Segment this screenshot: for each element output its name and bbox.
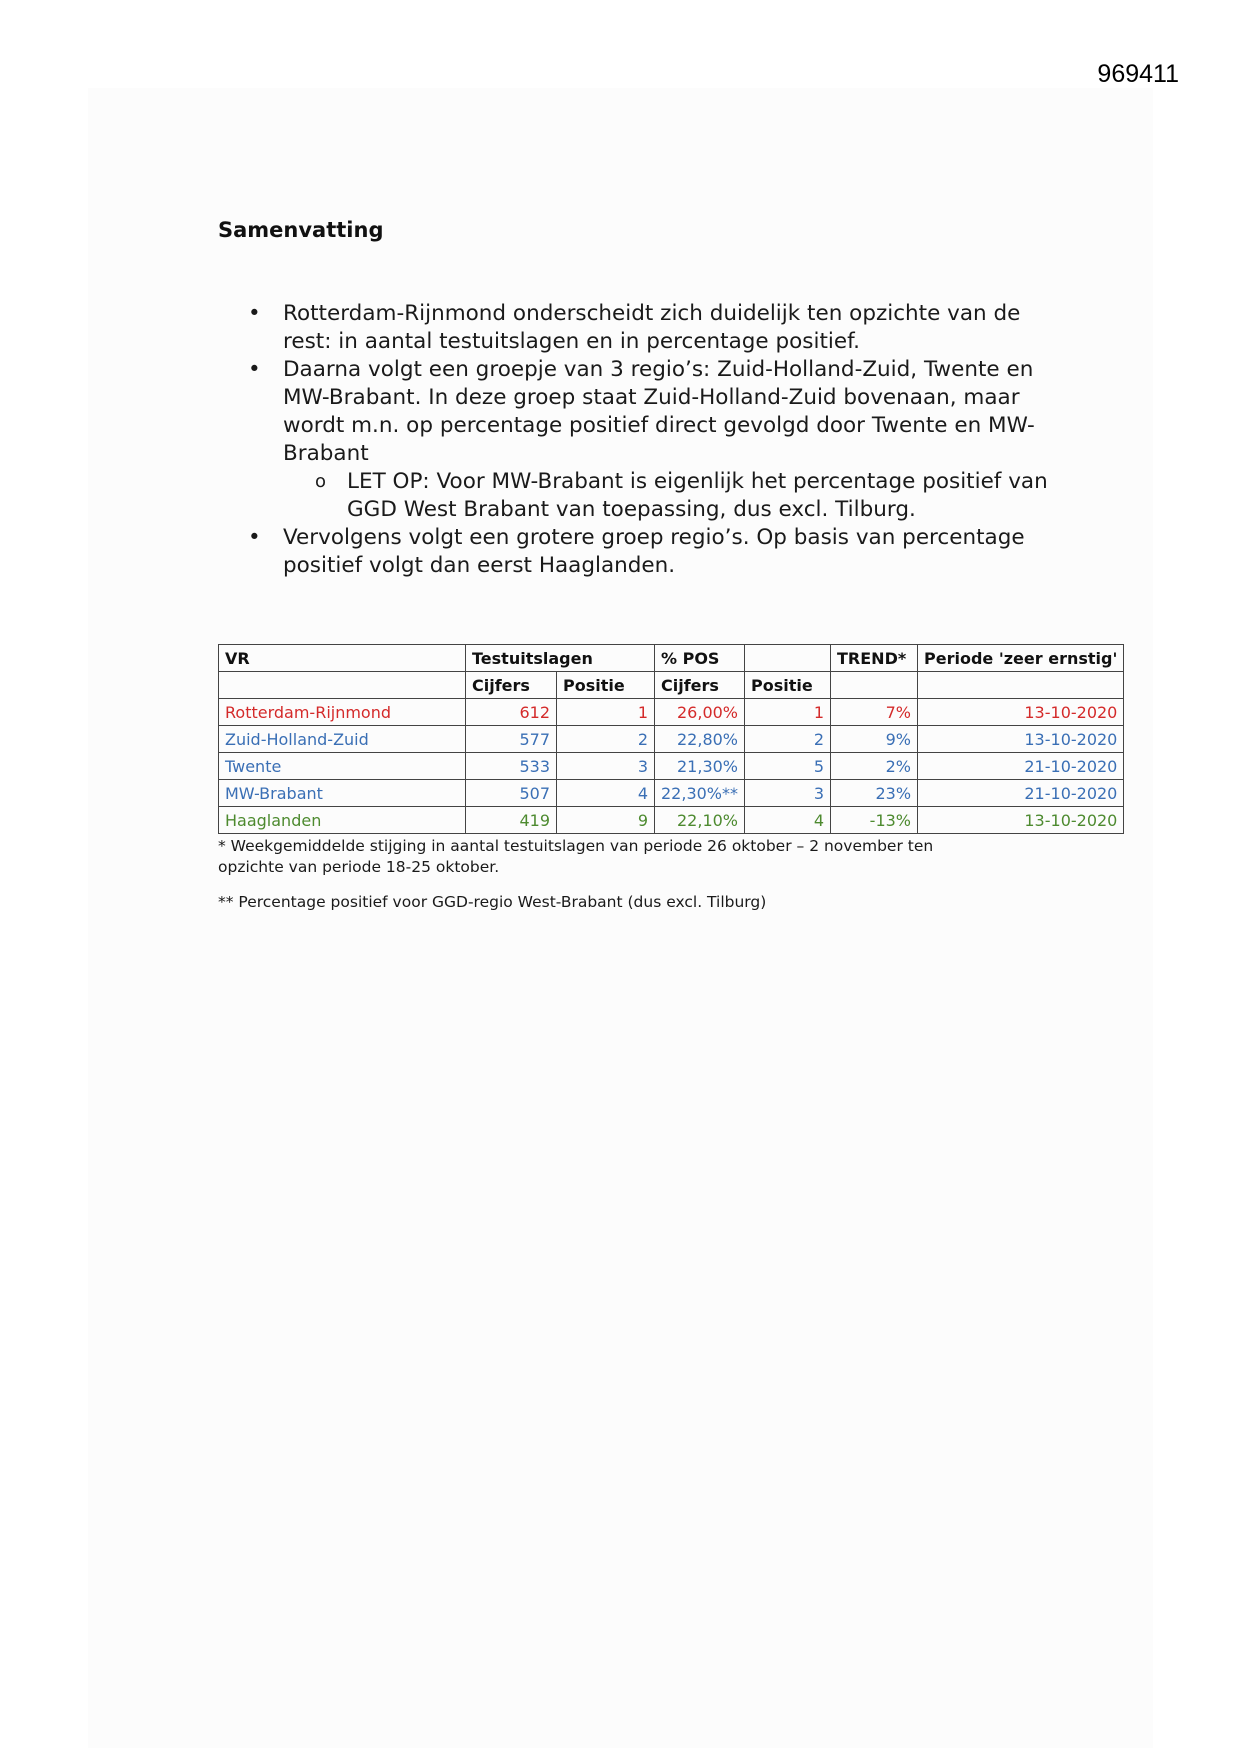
bullet-item	[218, 524, 1058, 580]
bullet-text: Vervolgens volgt een grotere groep regio’s. Op basis van percentage positief volgt dan eerst Haaglanden.	[283, 525, 1025, 578]
cell-pos-cijfers: 21,30%	[655, 753, 745, 780]
document-number: 969411	[1097, 60, 1179, 88]
region-table	[218, 644, 1124, 834]
subheader-test-cijfers: Cijfers	[466, 672, 557, 699]
cell-periode: 13-10-2020	[918, 726, 1124, 753]
bullet-glyph: •	[248, 301, 261, 326]
cell-test-positie: 4	[557, 780, 655, 807]
cell-pos-cijfers: 22,80%	[655, 726, 745, 753]
cell-test-cijfers: 419	[466, 807, 557, 834]
cell-periode: 21-10-2020	[918, 753, 1124, 780]
sub-bullet-text: LET OP: Voor MW-Brabant is eigenlijk het percentage positief van GGD West Brabant van toepassing, dus excl. Tilburg.	[347, 469, 1048, 522]
cell-pos-positie: 1	[745, 699, 831, 726]
cell-test-cijfers: 507	[466, 780, 557, 807]
cell-test-cijfers: 577	[466, 726, 557, 753]
cell-vr: Haaglanden	[219, 807, 466, 834]
header-trend: TREND*	[831, 645, 918, 672]
cell-test-positie: 1	[557, 699, 655, 726]
cell-periode: 13-10-2020	[918, 699, 1124, 726]
footnote-pos: ** Percentage positief voor GGD-regio West-Brabant (dus excl. Tilburg)	[218, 893, 767, 911]
bullet-item	[218, 356, 1058, 468]
cell-vr: MW-Brabant	[219, 780, 466, 807]
cell-pos-positie: 4	[745, 807, 831, 834]
header-vr: VR	[219, 645, 466, 672]
sub-bullet-item	[218, 468, 1058, 524]
subheader-pos-cijfers: Cijfers	[655, 672, 745, 699]
subheader-pos-positie: Positie	[745, 672, 831, 699]
subheader-empty	[918, 672, 1124, 699]
header-testuitslagen: Testuitslagen	[466, 645, 655, 672]
cell-pos-cijfers: 22,30%**	[655, 780, 745, 807]
cell-test-positie: 2	[557, 726, 655, 753]
sub-bullet-glyph: o	[315, 471, 327, 492]
cell-periode: 13-10-2020	[918, 807, 1124, 834]
cell-pos-positie: 3	[745, 780, 831, 807]
cell-trend: 9%	[831, 726, 918, 753]
cell-test-positie: 9	[557, 807, 655, 834]
cell-test-cijfers: 612	[466, 699, 557, 726]
cell-trend: 2%	[831, 753, 918, 780]
cell-pos-positie: 2	[745, 726, 831, 753]
table-row	[219, 807, 1124, 834]
subheader-test-positie: Positie	[557, 672, 655, 699]
cell-trend: 23%	[831, 780, 918, 807]
cell-periode: 21-10-2020	[918, 780, 1124, 807]
bullet-glyph: •	[248, 357, 261, 382]
table-row	[219, 726, 1124, 753]
cell-trend: 7%	[831, 699, 918, 726]
bullet-text: Daarna volgt een groepje van 3 regio’s: Zuid-Holland-Zuid, Twente en MW-Brabant. In deze groep staat Zuid-Holland-Zuid bovenaan, maar wordt m.n. op percentage positief direct gevolgd door Twente en MW-Brabant	[283, 357, 1035, 466]
table-subheader-row	[219, 672, 1124, 699]
footnote-trend: * Weekgemiddelde stijging in aantal testuitslagen van periode 26 oktober – 2 november ten opzichte van periode 18-25 oktober.	[218, 837, 934, 876]
bullet-glyph: •	[248, 525, 261, 550]
cell-test-cijfers: 533	[466, 753, 557, 780]
table-row	[219, 699, 1124, 726]
table-header-row	[219, 645, 1124, 672]
cell-pos-cijfers: 26,00%	[655, 699, 745, 726]
section-heading: Samenvatting	[218, 218, 384, 242]
bullet-text: Rotterdam-Rijnmond onderscheidt zich duidelijk ten opzichte van de rest: in aantal testuitslagen en in percentage positief.	[283, 301, 1021, 354]
cell-test-positie: 3	[557, 753, 655, 780]
header-empty	[745, 645, 831, 672]
subheader-empty	[831, 672, 918, 699]
table-row	[219, 780, 1124, 807]
cell-pos-cijfers: 22,10%	[655, 807, 745, 834]
header-periode: Periode 'zeer ernstig'	[918, 645, 1124, 672]
summary-bullet-list	[218, 300, 1058, 580]
cell-trend: -13%	[831, 807, 918, 834]
header-pos: % POS	[655, 645, 745, 672]
cell-pos-positie: 5	[745, 753, 831, 780]
bullet-item	[218, 300, 1058, 356]
cell-vr: Rotterdam-Rijnmond	[219, 699, 466, 726]
cell-vr: Twente	[219, 753, 466, 780]
subheader-empty	[219, 672, 466, 699]
cell-vr: Zuid-Holland-Zuid	[219, 726, 466, 753]
table-row	[219, 753, 1124, 780]
